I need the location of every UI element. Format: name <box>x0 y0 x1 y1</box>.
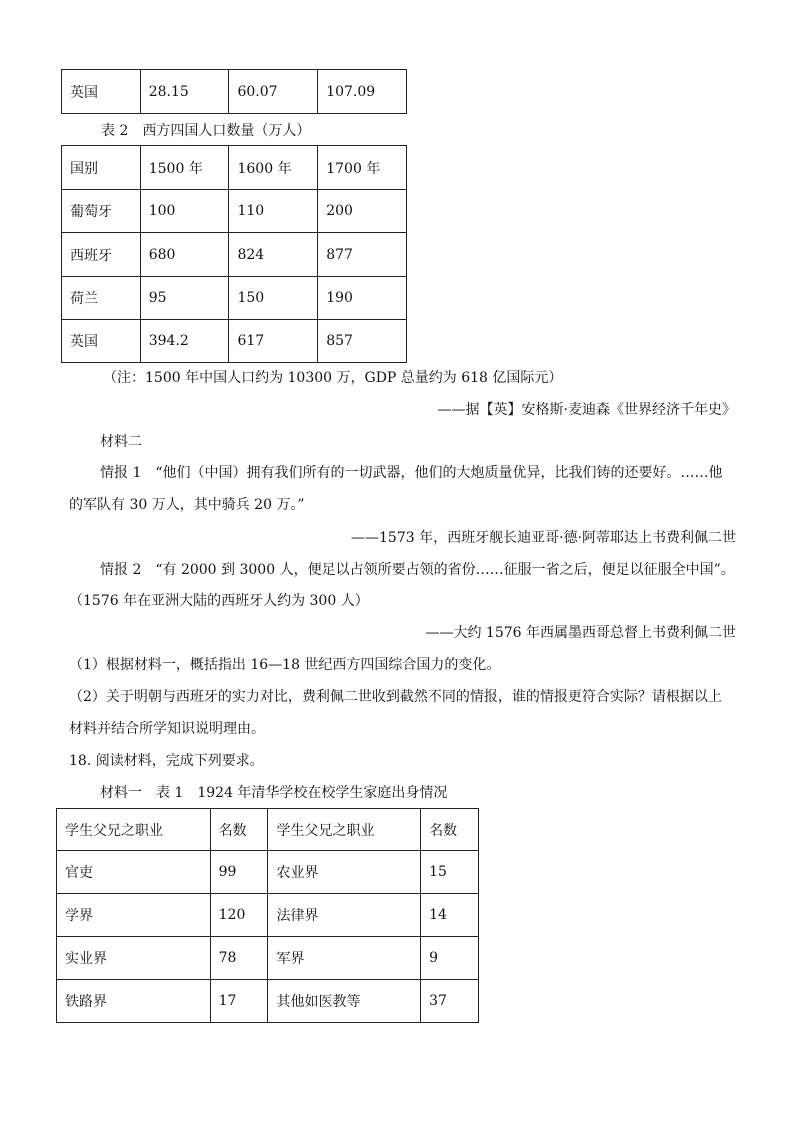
table-cell: 100 <box>140 190 229 233</box>
table-row <box>62 233 407 277</box>
table-cell: 28.15 <box>140 70 229 114</box>
table-cell: 军界 <box>268 937 421 980</box>
table-row <box>62 190 407 233</box>
table-cell: 110 <box>229 190 318 233</box>
table-row <box>57 937 479 980</box>
question-2: （2）关于明朝与西班牙的实力对比，费利佩二世收到截然不同的情报，谁的情报更符合实际？请根据以上 <box>69 689 722 705</box>
table-cell: 17 <box>210 980 268 1023</box>
table-cell: 95 <box>140 277 229 320</box>
note-text: （注：1500 年中国人口约为 10300 万，GDP 总量约为 618 亿国际元） <box>103 370 563 386</box>
table-header-cell: 名数 <box>210 809 268 851</box>
intel1-text: 情报 1 “他们（中国）拥有我们所有的一切武器，他们的大炮质量优异，比我们铸的还要好。……他 <box>100 465 723 481</box>
table-cell: 铁路界 <box>57 980 211 1023</box>
table-cell: 9 <box>421 937 479 980</box>
table-cell: 857 <box>318 320 407 363</box>
table-cell: 学界 <box>57 894 211 937</box>
table1-fragment <box>61 69 407 114</box>
table-header-cell: 学生父兄之职业 <box>268 809 421 851</box>
table-cell: 200 <box>318 190 407 233</box>
table-cell: 150 <box>229 277 318 320</box>
table-header-cell: 国别 <box>62 146 141 190</box>
table-cell: 法律界 <box>268 894 421 937</box>
table-q18 <box>56 808 479 1023</box>
table-row <box>57 851 479 894</box>
source-citation: ——据【英】安格斯·麦迪森《世界经济千年史》 <box>437 402 736 418</box>
table2 <box>61 145 407 363</box>
table-row <box>62 70 407 114</box>
table-cell: 荷兰 <box>62 277 141 320</box>
intel2-source: ——大约 1576 年西属墨西哥总督上书费利佩二世 <box>425 625 736 641</box>
table-caption-q18: 材料一 表 1 1924 年清华学校在校学生家庭出身情况 <box>100 785 448 801</box>
table-cell: 99 <box>210 851 268 894</box>
table-header-cell: 1500 年 <box>140 146 229 190</box>
table-row <box>57 894 479 937</box>
table-cell: 824 <box>229 233 318 277</box>
table-cell: 120 <box>210 894 268 937</box>
table-cell: 实业界 <box>57 937 211 980</box>
table-header-cell: 1700 年 <box>318 146 407 190</box>
intel2-text: 情报 2 “有 2000 到 3000 人，便足以占领所要占领的省份……征服一省之后，便足以征服全中国”。 <box>100 562 735 578</box>
table-row <box>62 277 407 320</box>
question-1: （1）根据材料一，概括指出 16—18 世纪西方四国综合国力的变化。 <box>69 657 501 673</box>
question-2-continued: 材料并结合所学知识说明理由。 <box>69 721 265 737</box>
table-row <box>57 980 479 1023</box>
table-cell: 107.09 <box>318 70 407 114</box>
intel1-text-continued: 的军队有 30 万人，其中骑兵 20 万。” <box>69 497 305 513</box>
table-cell: 78 <box>210 937 268 980</box>
question-18-title: 18. 阅读材料，完成下列要求。 <box>69 753 264 769</box>
table-header-cell: 名数 <box>421 809 479 851</box>
table-cell: 英国 <box>62 320 141 363</box>
intel2-text-continued: （1576 年在亚洲大陆的西班牙人约为 300 人） <box>69 593 369 609</box>
table2-caption: 表 2 西方四国人口数量（万人） <box>101 123 311 139</box>
table-cell: 617 <box>229 320 318 363</box>
table-cell: 农业界 <box>268 851 421 894</box>
table-cell: 葡萄牙 <box>62 190 141 233</box>
table-cell: 15 <box>421 851 479 894</box>
table-header-row <box>57 809 479 851</box>
table-row <box>62 320 407 363</box>
table-cell: 680 <box>140 233 229 277</box>
table-header-row <box>62 146 407 190</box>
table-cell: 其他如医教等 <box>268 980 421 1023</box>
intel1-source: ——1573 年，西班牙舰长迪亚哥·德·阿蒂耶达上书费利佩二世 <box>351 530 736 546</box>
table-cell: 西班牙 <box>62 233 141 277</box>
table-header-cell: 1600 年 <box>229 146 318 190</box>
table-cell: 877 <box>318 233 407 277</box>
table-cell: 190 <box>318 277 407 320</box>
table-cell: 英国 <box>62 70 141 114</box>
table-cell: 官吏 <box>57 851 211 894</box>
table-cell: 14 <box>421 894 479 937</box>
table-cell: 37 <box>421 980 479 1023</box>
table-header-cell: 学生父兄之职业 <box>57 809 211 851</box>
table-cell: 60.07 <box>229 70 318 114</box>
table-cell: 394.2 <box>140 320 229 363</box>
material2-heading: 材料二 <box>100 434 142 450</box>
